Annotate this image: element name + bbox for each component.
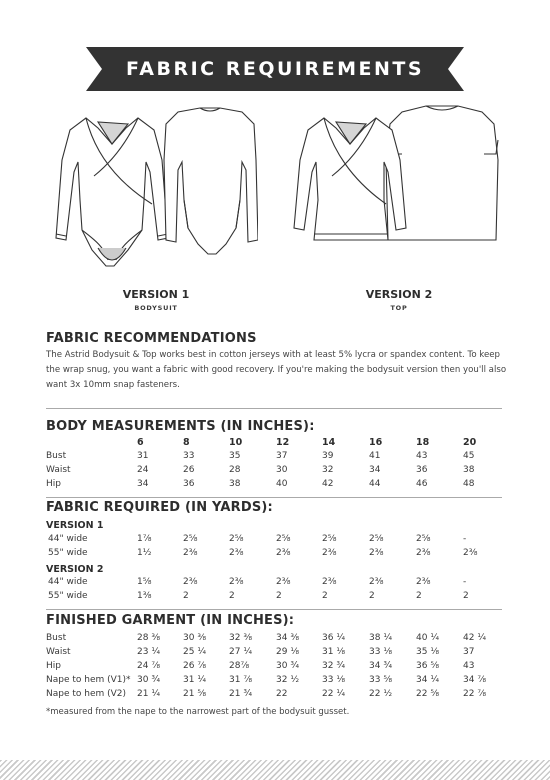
- table-cell: 2⅜: [276, 548, 291, 558]
- version-1-subtitle: BODYSUIT: [134, 304, 178, 312]
- table-row: [46, 577, 516, 590]
- table-cell: 38: [463, 465, 475, 475]
- table-row: [46, 647, 516, 660]
- table-cell: 43: [416, 451, 428, 461]
- table-cell: 2⅜: [416, 548, 431, 558]
- fabric-version-2-title: VERSION 2: [46, 564, 104, 575]
- table-cell: 36 ¼: [322, 633, 346, 643]
- table-cell: 33 ⅛: [369, 647, 393, 657]
- recommendations-text: The Astrid Bodysuit & Top works best in cotton jerseys with at least 5% lycra or spandex content. To keep the wrap snug, you want a fabric with good recovery. If you're making the bodysuit version then you'll also want 3x 10mm snap fasteners.: [46, 350, 507, 390]
- table-cell: 2: [276, 591, 282, 601]
- table-cell: 2⅜: [369, 548, 384, 558]
- table-cell: 22 ½: [369, 689, 393, 699]
- table-cell: 2⅝: [369, 534, 384, 544]
- table-cell: 2⅝: [183, 534, 198, 544]
- table-cell: 34: [369, 465, 381, 475]
- table-cell: 35: [229, 451, 241, 461]
- table-cell: 2⅜: [369, 577, 384, 587]
- row-label: 44" wide: [48, 577, 88, 587]
- size-12: 12: [276, 437, 290, 448]
- table-cell: 2: [322, 591, 328, 601]
- row-label: Hip: [46, 661, 61, 671]
- table-cell: 39: [322, 451, 334, 461]
- table-cell: 22 ¼: [322, 689, 346, 699]
- table-cell: 1⅝: [137, 577, 152, 587]
- table-cell: 38: [229, 479, 241, 489]
- table-cell: 2⅜: [229, 577, 244, 587]
- table-cell: 45: [463, 451, 475, 461]
- fabric-version-1-title: VERSION 1: [46, 520, 104, 531]
- version-2-title: VERSION 2: [365, 288, 433, 301]
- table-cell: 21 ⅝: [183, 689, 207, 699]
- table-cell: 2⅝: [322, 534, 337, 544]
- title-banner: [86, 47, 464, 91]
- table-cell: 44: [369, 479, 381, 489]
- table-row: [46, 534, 516, 547]
- table-cell: 21 ¼: [137, 689, 161, 699]
- table-cell: 32: [322, 465, 334, 475]
- table-cell: 22: [276, 689, 288, 699]
- table-row: [46, 548, 516, 561]
- table-cell: 40 ¼: [416, 633, 440, 643]
- divider: [46, 609, 502, 610]
- table-cell: 42 ¼: [463, 633, 487, 643]
- row-label: Waist: [46, 647, 71, 657]
- table-cell: 2⅝: [229, 534, 244, 544]
- table-cell: 34 ¾: [369, 661, 393, 671]
- table-cell: 2⅜: [322, 577, 337, 587]
- footnote: *measured from the nape to the narrowest part of the bodysuit gusset.: [46, 707, 350, 717]
- table-cell: 24: [137, 465, 149, 475]
- row-label: Hip: [46, 479, 61, 489]
- table-cell: 21 ¾: [229, 689, 253, 699]
- table-cell: 33 ⅝: [369, 675, 393, 685]
- version-2-label: [339, 288, 459, 312]
- divider: [46, 408, 502, 409]
- table-cell: 46: [416, 479, 428, 489]
- version-2-subtitle: TOP: [390, 304, 408, 312]
- table-row: [46, 451, 516, 464]
- table-cell: -: [463, 577, 467, 587]
- size-8: 8: [183, 437, 190, 448]
- table-cell: 27 ¼: [229, 647, 253, 657]
- row-label: Nape to hem (V2): [46, 689, 127, 699]
- recommendations-heading: FABRIC RECOMMENDATIONS: [46, 331, 257, 346]
- table-cell: 36 ⅝: [416, 661, 440, 671]
- table-cell: 28 ⅜: [137, 633, 161, 643]
- table-cell: 1⅞: [137, 534, 152, 544]
- table-cell: 30: [276, 465, 288, 475]
- size-6: 6: [137, 437, 144, 448]
- row-label: 55" wide: [48, 548, 88, 558]
- table-cell: 43: [463, 661, 475, 671]
- table-cell: 32 ¾: [322, 661, 346, 671]
- table-cell: 29 ⅛: [276, 647, 300, 657]
- top-illustration: [286, 100, 506, 250]
- bodysuit-illustration: [48, 100, 258, 280]
- body-measurements-heading: BODY MEASUREMENTS (IN INCHES):: [46, 419, 315, 434]
- table-row: [46, 633, 516, 646]
- table-cell: 30 ¾: [137, 675, 161, 685]
- table-cell: 2: [183, 591, 189, 601]
- table-cell: 22 ⅞: [463, 689, 487, 699]
- table-cell: 2⅜: [416, 577, 431, 587]
- table-cell: 2⅜: [322, 548, 337, 558]
- table-cell: 31: [137, 451, 149, 461]
- row-label: Bust: [46, 633, 67, 643]
- table-cell: 41: [369, 451, 381, 461]
- row-label: Waist: [46, 465, 71, 475]
- version-1-title: VERSION 1: [122, 288, 190, 301]
- size-20: 20: [463, 437, 477, 448]
- table-row: [46, 661, 516, 674]
- table-cell: 40: [276, 479, 288, 489]
- table-cell: 33: [183, 451, 195, 461]
- table-cell: 31 ⅛: [322, 647, 346, 657]
- table-cell: 30 ¾: [276, 661, 300, 671]
- size-header-row: [46, 437, 516, 450]
- table-cell: 2⅜: [276, 577, 291, 587]
- table-cell: 2: [369, 591, 375, 601]
- footer-stripe: [0, 760, 550, 780]
- table-row: [46, 465, 516, 478]
- table-cell: 22 ⅝: [416, 689, 440, 699]
- table-cell: 2: [463, 591, 469, 601]
- table-cell: 38 ¼: [369, 633, 393, 643]
- table-cell: 48: [463, 479, 475, 489]
- size-10: 10: [229, 437, 243, 448]
- fabric-required-heading: FABRIC REQUIRED (IN YARDS):: [46, 500, 273, 515]
- row-label: 44" wide: [48, 534, 88, 544]
- table-row: [46, 675, 516, 688]
- table-cell: 32 ½: [276, 675, 300, 685]
- row-label: Bust: [46, 451, 67, 461]
- table-cell: 24 ⅞: [137, 661, 161, 671]
- table-cell: 2⅝: [416, 534, 431, 544]
- table-cell: 23 ¼: [137, 647, 161, 657]
- table-cell: 36: [416, 465, 428, 475]
- table-cell: 2⅜: [463, 548, 478, 558]
- table-cell: 34 ⅜: [276, 633, 300, 643]
- table-cell: 34: [137, 479, 149, 489]
- finished-garment-heading: FINISHED GARMENT (IN INCHES):: [46, 613, 295, 628]
- table-cell: 26 ⅞: [183, 661, 207, 671]
- table-cell: 34 ¼: [416, 675, 440, 685]
- page-title: FABRIC REQUIREMENTS: [125, 58, 425, 80]
- table-cell: 25 ¼: [183, 647, 207, 657]
- version-1-label: [96, 288, 216, 312]
- table-cell: -: [463, 534, 467, 544]
- size-18: 18: [416, 437, 430, 448]
- table-cell: 2⅜: [183, 548, 198, 558]
- size-16: 16: [369, 437, 383, 448]
- table-cell: 2⅜: [183, 577, 198, 587]
- table-cell: 2: [229, 591, 235, 601]
- table-cell: 33 ⅛: [322, 675, 346, 685]
- table-cell: 30 ⅜: [183, 633, 207, 643]
- table-row: [46, 591, 516, 604]
- table-cell: 28: [229, 465, 241, 475]
- table-cell: 37: [463, 647, 475, 657]
- table-cell: 2⅝: [276, 534, 291, 544]
- divider: [46, 497, 502, 498]
- table-cell: 1½: [137, 548, 152, 558]
- table-cell: 26: [183, 465, 195, 475]
- row-label: Nape to hem (V1)*: [46, 675, 131, 685]
- table-cell: 36: [183, 479, 195, 489]
- table-row: [46, 479, 516, 492]
- table-cell: 34 ⅞: [463, 675, 487, 685]
- table-row: [46, 689, 516, 702]
- table-cell: 37: [276, 451, 288, 461]
- row-label: 55" wide: [48, 591, 88, 601]
- table-cell: 32 ⅜: [229, 633, 253, 643]
- table-cell: 2⅜: [229, 548, 244, 558]
- table-cell: 35 ⅛: [416, 647, 440, 657]
- table-cell: 31 ¼: [183, 675, 207, 685]
- table-cell: 42: [322, 479, 334, 489]
- size-14: 14: [322, 437, 336, 448]
- table-cell: 28⅞: [229, 661, 250, 671]
- table-cell: 1⅜: [137, 591, 152, 601]
- table-cell: 31 ⅞: [229, 675, 253, 685]
- table-cell: 2: [416, 591, 422, 601]
